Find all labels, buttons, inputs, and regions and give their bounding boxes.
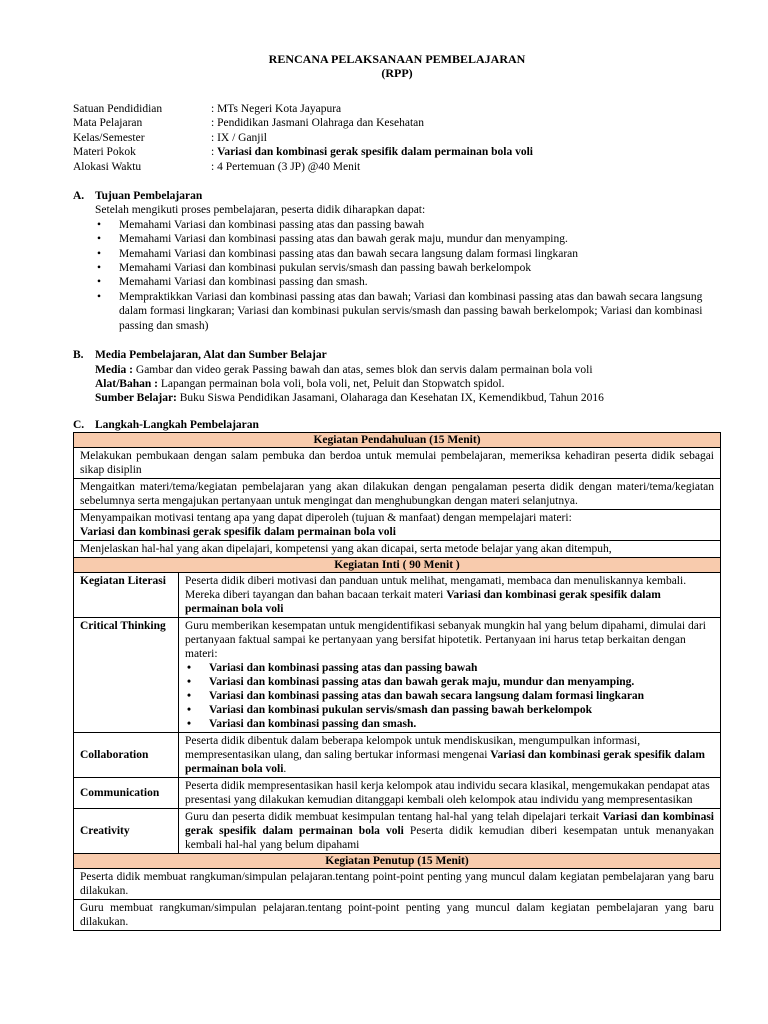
info-row-alokasi: Alokasi Waktu : 4 Pertemuan (3 JP) @40 Menit bbox=[73, 160, 361, 173]
table-row: Melakukan pembukaan dengan salam pembuka dan berdoa untuk memulai pembelajaran, memeriksa kehadiran peserta didik sebagai sikap disiplin bbox=[74, 448, 721, 479]
label-communication: Communication bbox=[74, 778, 179, 809]
label-literasi: Kegiatan Literasi bbox=[74, 573, 179, 618]
section-a-body bbox=[73, 203, 721, 333]
table-row: Menyampaikan motivasi tentang apa yang dapat diperoleh (tujuan & manfaat) dengan mempelajari materi: Variasi dan kombinasi gerak spesifik dalam permainan bola voli bbox=[74, 510, 721, 541]
label-creativity: Creativity bbox=[74, 809, 179, 854]
learning-steps-table bbox=[73, 432, 721, 931]
table-row: Collaboration Peserta didik dibentuk dalam beberapa kelompok untuk mendiskusikan, mengumpulkan informasi, mempresentasikan ulang, dan saling bertukar informasi mengenai Variasi dan kombinasi gerak spesifik dalam permainan bola voli. bbox=[74, 733, 721, 778]
table-row: Kegiatan Literasi Peserta didik diberi motivasi dan panduan untuk melihat, mengamati, membaca dan menuliskannya kembali. Mereka diberi tayangan dan bahan bacaan terkait materi Variasi dan kombinasi gerak spesifik dalam permainan bola voli bbox=[74, 573, 721, 618]
phase-header-penutup: Kegiatan Penutup (15 Menit) bbox=[74, 854, 721, 869]
critical-items-list bbox=[185, 661, 714, 731]
list-item: • Memahami Variasi dan kombinasi pukulan servis/smash dan passing bawah berkelompok bbox=[95, 261, 721, 275]
list-item: • Memahami Variasi dan kombinasi passing atas dan bawah gerak maju, mundur dan menyamping. bbox=[95, 232, 721, 246]
list-item: • Memahami Variasi dan kombinasi passing dan smash. bbox=[95, 275, 721, 289]
table-row: Communication Peserta didik mempresentasikan hasil kerja kelompok atau individu secara klasikal, mengemukakan pendapat atas presentasi yang dilakukan kemudian ditanggapi kembali oleh kelompok atau individu yang mempresentasikan bbox=[74, 778, 721, 809]
section-b-heading: B. Media Pembelajaran, Alat dan Sumber Belajar bbox=[73, 349, 327, 362]
table-row: Creativity Guru dan peserta didik membuat kesimpulan tentang hal-hal yang telah dipelajari terkait Variasi dan kombinasi gerak spesifik dalam permainan bola voli Peserta didik kemudian diberi kesempatan untuk menanyakan kembali hal-hal yang belum dipahami bbox=[74, 809, 721, 854]
title-line-1: RENCANA PELAKSANAAN PEMBELAJARAN bbox=[268, 52, 526, 66]
list-item: • Mempraktikkan Variasi dan kombinasi passing atas dan bawah; Variasi dan kombinasi passing atas dan bawah secara langsung dalam formasi lingkaran; Variasi dan kombinasi pukulan servis/smash dan passing bawah berkelompok; Variasi dan kombinasi passing dan smash) bbox=[95, 290, 721, 333]
info-row-materi: Materi Pokok : Variasi dan kombinasi gerak spesifik dalam permainan bola voli bbox=[73, 146, 533, 159]
table-row: Menjelaskan hal-hal yang akan dipelajari, kompetensi yang akan dicapai, serta metode belajar yang akan ditempuh, bbox=[74, 541, 721, 558]
table-row: Critical Thinking Guru memberikan kesempatan untuk mengidentifikasi sebanyak mungkin hal yang belum dipahami, dimulai dari pertanyaan faktual sampai ke pertanyaan yang bersifat hipotetik. Pertanyaan ini harus tetap berkaitan dengan materi: • Variasi dan kombinasi passing atas dan passing bawah • Variasi dan kombinasi passing atas dan bawah gerak maju, mundur dan menyamping. • Variasi dan kombinasi passing atas dan bawah secara langsung dalam formasi lingkaran • Variasi dan kombinasi pukulan servis/smash dan passing bawah berkelompok • Variasi dan kombinasi passing dan smash. bbox=[74, 618, 721, 733]
list-item: • Variasi dan kombinasi pukulan servis/smash dan passing bawah berkelompok bbox=[185, 703, 714, 717]
alat-line: Alat/Bahan : Lapangan permainan bola voli, bola voli, net, Peluit dan Stopwatch spidol. bbox=[95, 377, 505, 390]
section-b-body bbox=[73, 363, 721, 406]
section-a-intro: Setelah mengikuti proses pembelajaran, peserta didik diharapkan dapat: bbox=[95, 204, 426, 217]
label-collaboration: Collaboration bbox=[74, 733, 179, 778]
list-item: • Variasi dan kombinasi passing atas dan bawah secara langsung dalam formasi lingkaran bbox=[185, 689, 714, 703]
list-item: • Memahami Variasi dan kombinasi passing atas dan passing bawah bbox=[95, 218, 721, 232]
materi-pokok-value: Variasi dan kombinasi gerak spesifik dalam permainan bola voli bbox=[217, 146, 533, 159]
media-line: Media : Gambar dan video gerak Passing bawah dan atas, semes blok dan servis dalam permainan bola voli bbox=[95, 363, 593, 376]
sumber-line: Sumber Belajar: Buku Siswa Pendidikan Jasamani, Olaharaga dan Kesehatan IX, Kemendikbud, Tahun 2016 bbox=[95, 392, 604, 405]
section-c-heading: C. Langkah-Langkah Pembelajaran bbox=[73, 418, 259, 431]
title-line-2: (RPP) bbox=[381, 66, 413, 80]
info-row-kelas: Kelas/Semester : IX / Ganjil bbox=[73, 131, 267, 144]
table-row: Mengaitkan materi/tema/kegiatan pembelajaran yang akan dilakukan dengan pengalaman peserta didik dengan materi/tema/kegiatan sebelumnya serta mengajukan pertanyaan untuk mengingat dan menghubungkan dengan materi selanjutnya. bbox=[74, 479, 721, 510]
identity-block bbox=[73, 102, 721, 174]
table-row bbox=[74, 433, 721, 448]
table-row bbox=[74, 558, 721, 573]
rpp-document bbox=[73, 52, 721, 931]
list-item: • Memahami Variasi dan kombinasi passing atas dan bawah secara langsung dalam formasi lingkaran bbox=[95, 247, 721, 261]
info-row-mapel: Mata Pelajaran : Pendidikan Jasmani Olahraga dan Kesehatan bbox=[73, 117, 425, 130]
table-row bbox=[74, 854, 721, 869]
list-item: • Variasi dan kombinasi passing atas dan passing bawah bbox=[185, 661, 714, 675]
table-row: Peserta didik membuat rangkuman/simpulan pelajaran.tentang point-point penting yang muncul dalam kegiatan pembelajaran yang baru dilakukan. bbox=[74, 869, 721, 900]
phase-header-pendahuluan: Kegiatan Pendahuluan (15 Menit) bbox=[74, 433, 721, 448]
section-a-heading: A. Tujuan Pembelajaran bbox=[73, 190, 203, 203]
phase-header-inti: Kegiatan Inti ( 90 Menit ) bbox=[74, 558, 721, 573]
objectives-list bbox=[95, 218, 721, 333]
info-row-satuan: Satuan Pendididian : MTs Negeri Kota Jayapura bbox=[73, 103, 342, 115]
list-item: • Variasi dan kombinasi passing atas dan bawah gerak maju, mundur dan menyamping. bbox=[185, 675, 714, 689]
list-item: • Variasi dan kombinasi passing dan smash. bbox=[185, 717, 714, 731]
document-title bbox=[73, 52, 721, 80]
label-critical-thinking: Critical Thinking bbox=[74, 618, 179, 733]
table-row: Guru membuat rangkuman/simpulan pelajaran.tentang point-point penting yang muncul dalam kegiatan pembelajaran yang baru dilakukan. bbox=[74, 900, 721, 931]
